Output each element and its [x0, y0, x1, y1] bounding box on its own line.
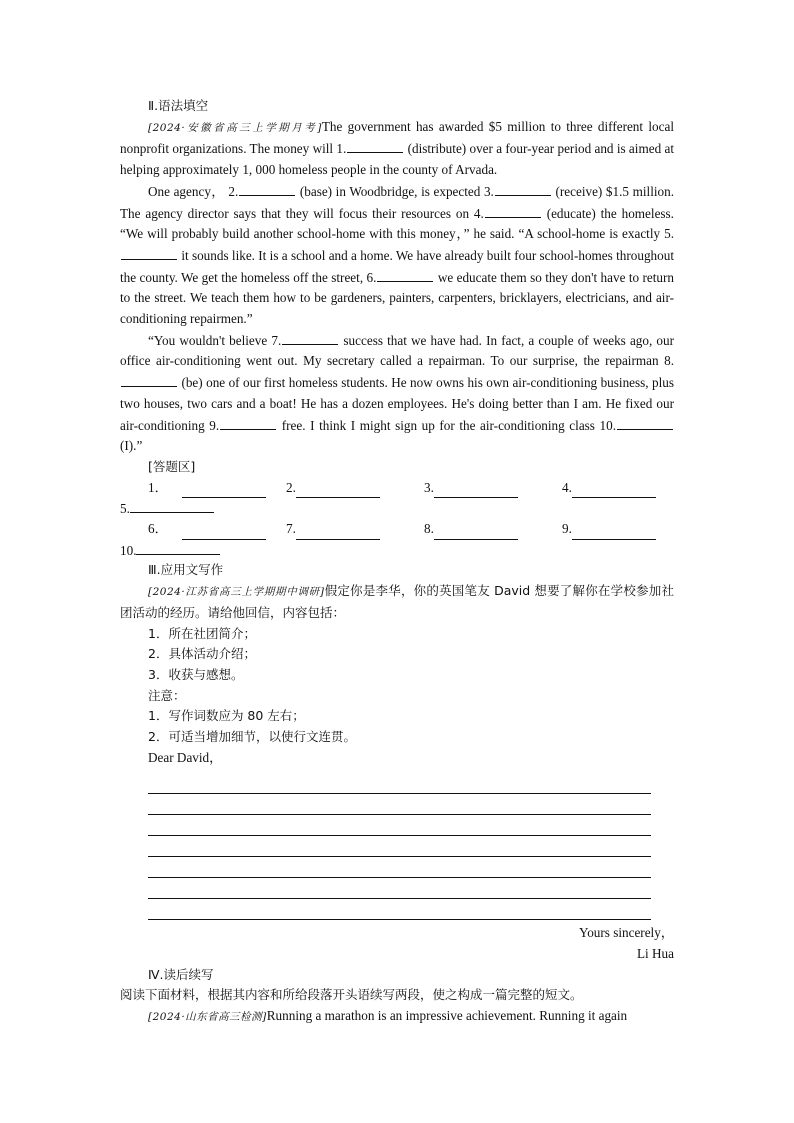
answer-area-label: [答题区] — [148, 458, 196, 474]
blank-10[interactable] — [617, 415, 673, 430]
answer-line-10[interactable] — [136, 540, 220, 555]
writing-line[interactable] — [148, 772, 651, 793]
answer-line-7[interactable] — [296, 525, 380, 540]
blank-2[interactable] — [239, 181, 295, 196]
answer-cell: 1． — [148, 478, 286, 499]
worksheet-page — [120, 96, 674, 1028]
section-heading-grammar: Ⅱ.语法填空 — [148, 98, 209, 113]
answer-row-1-cont: 5. — [120, 498, 674, 519]
answer-cell: 8. — [424, 519, 562, 540]
answer-line-6[interactable] — [182, 525, 266, 540]
continuation-instruction: 阅读下面材料，根据其内容和所给段落开头语续写两段，使之构成一篇完整的短文。 — [120, 987, 583, 1003]
writing-line[interactable] — [148, 857, 651, 878]
note-item: 2．可适当增加细节，以使行文连贯。 — [148, 729, 356, 745]
blank-1[interactable] — [347, 138, 403, 153]
writing-line[interactable] — [148, 899, 651, 920]
source-tag: [2024·江苏省高三上学期期中调研] — [148, 586, 325, 599]
blank-7[interactable] — [282, 330, 338, 345]
answer-row-2-cont: 10. — [120, 540, 674, 561]
writing-prompt: [2024·江苏省高三上学期期中调研]假定你是李华，你的英国笔友 David 想要了解你在学校参加社团活动的经历。请给他回信，内容包括： — [120, 583, 674, 620]
section-heading-writing: Ⅲ.应用文写作 — [148, 562, 224, 578]
blank-5[interactable] — [121, 245, 177, 260]
answer-row-1 — [120, 478, 674, 499]
note-item: 1．写作词数应为 80 左右； — [148, 708, 305, 724]
answer-cell: 4. — [562, 478, 674, 499]
answer-cell: 7. — [286, 519, 424, 540]
answer-cell: 2. — [286, 478, 424, 499]
passage-paragraph-2: One agency， 2. (base) in Woodbridge, is expected 3. (receive) $1.5 million. The agency director says that they will focus their resources on 4. (educate) the homeless. “We will probably build another school-home with this money，” he said. “A school-home is exactly 5. it sounds like. It is a school and a home. We have already built four school-homes throughout the county. We get the homeless off the street, 6. we educate them so they don't have to return to the street. We teach them how to be gardeners, painters, carpenters, bricklayers, electricians, and air-conditioning repairmen.” — [120, 181, 674, 330]
note-label: 注意： — [148, 687, 186, 703]
answer-line-4[interactable] — [572, 483, 656, 498]
blank-3[interactable] — [495, 181, 551, 196]
writing-line[interactable] — [148, 794, 651, 815]
answer-line-9[interactable] — [572, 525, 656, 540]
answer-line-1[interactable] — [182, 483, 266, 498]
writing-area[interactable] — [148, 772, 651, 920]
answer-cell: 9. — [562, 519, 674, 540]
letter-closing: Yours sincerely， — [579, 925, 674, 941]
blank-6[interactable] — [377, 267, 433, 282]
answer-line-5[interactable] — [130, 498, 214, 513]
continuation-passage: [2024·山东省高三检测]Running a marathon is an impressive achievement. Running it again — [148, 1007, 628, 1023]
answer-cell: 3. — [424, 478, 562, 499]
writing-line[interactable] — [148, 836, 651, 857]
blank-9[interactable] — [220, 415, 276, 430]
blank-8[interactable] — [121, 372, 177, 387]
answer-line-2[interactable] — [296, 483, 380, 498]
answer-line-8[interactable] — [434, 525, 518, 540]
answer-line-3[interactable] — [434, 483, 518, 498]
source-tag: [2024·安徽省高三上学期月考] — [148, 121, 322, 134]
writing-line[interactable] — [148, 878, 651, 899]
letter-signature: Li Hua — [637, 945, 674, 961]
source-tag: [2024·山东省高三检测] — [148, 1010, 267, 1023]
letter-greeting: Dear David， — [148, 749, 223, 765]
content-item: 1．所在社团简介； — [148, 625, 256, 641]
content-item: 2．具体活动介绍； — [148, 646, 256, 662]
section-heading-continuation: Ⅳ.读后续写 — [148, 966, 214, 982]
answer-row-2 — [120, 519, 674, 540]
passage-paragraph-1: [2024·安徽省高三上学期月考]The government has awarded $5 million to three different local nonprofit organizations. The money will 1. (distribute) over a four-year period and is aimed at helping approximately 1, 000 homeless people in the county of Arvada. — [120, 118, 674, 178]
blank-4[interactable] — [485, 203, 541, 218]
writing-line[interactable] — [148, 815, 651, 836]
passage-paragraph-3: “You wouldn't believe 7. success that we have had. In fact, a couple of weeks ago, our office air-conditioning went out. My secretary called a repairman. To our surprise, the repairman 8. (be) one of our first homeless students. He now owns his own air-conditioning business, plus two houses, two cars and a boat! He has a dozen employees. He's doing better than I am. He fixed our air-conditioning 9. free. I think I might sign up for the air-conditioning class 10.(I).” — [120, 330, 674, 457]
content-item: 3．收获与感想。 — [148, 666, 244, 682]
answer-cell: 6． — [148, 519, 286, 540]
